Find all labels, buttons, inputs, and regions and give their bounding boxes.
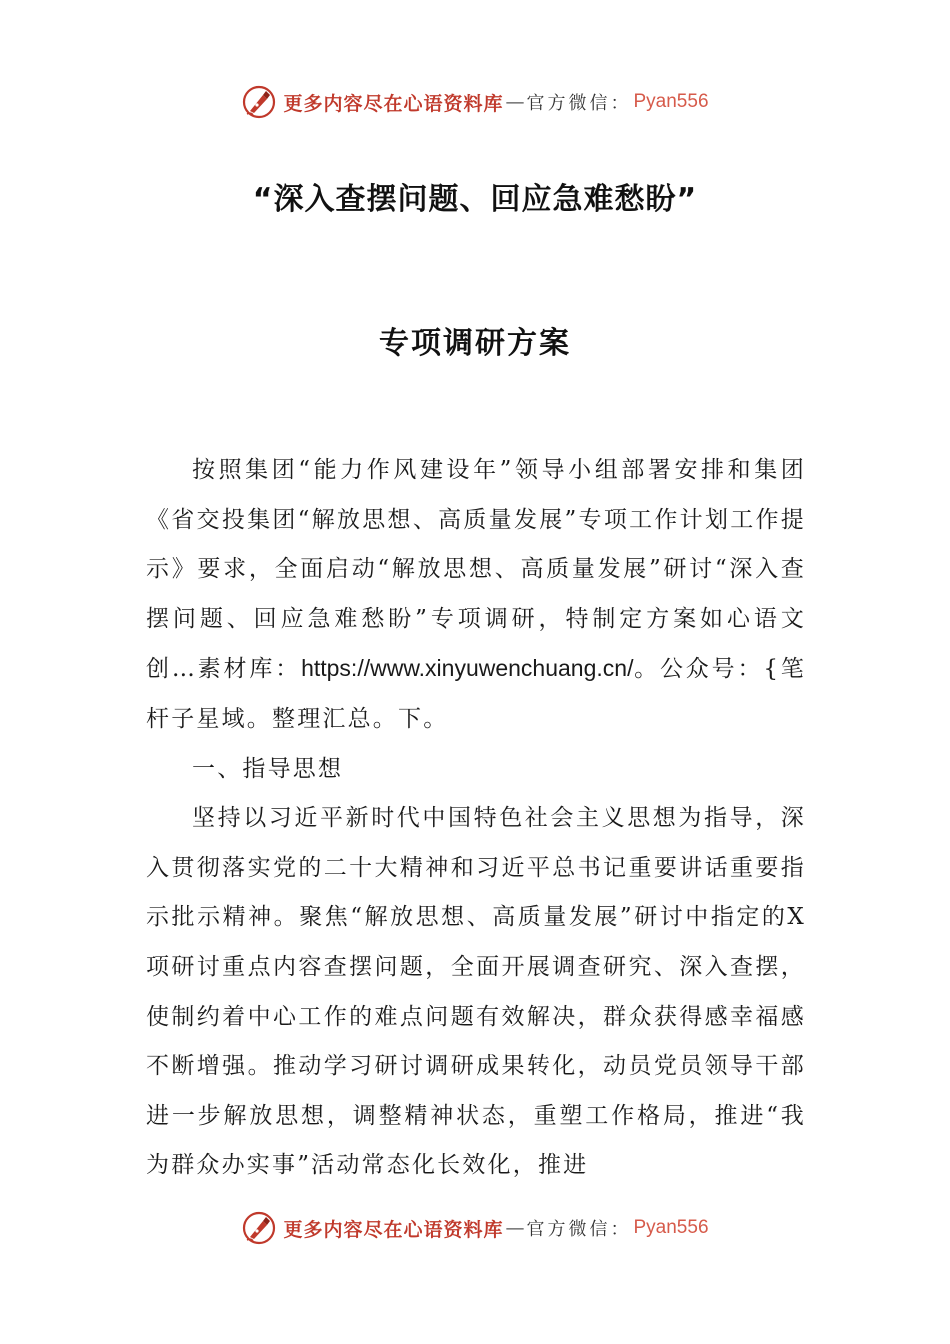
watermark-wechat-label: 官方微信：	[526, 1219, 632, 1240]
source-url-link[interactable]: https://www.xinyuwenchuang.cn/	[301, 655, 634, 682]
document-title-line2: 专项调研方案	[379, 326, 571, 361]
intro-text-a: 按照集团“能力作风建设年”领导小组部署安排和集团《省交投集团“解放思想、高质量发展”专项工作计划工作提示》要求，全面启动“解放思想、高质量发展”研讨“深入查摆问题、回应急难愁盼”专项调研，特制定方案如心语文创…素材库：	[146, 457, 806, 683]
pen-nib-logo-icon	[241, 84, 277, 120]
section-paragraph-guiding-ideology: 坚持以习近平新时代中国特色社会主义思想为指导，深入贯彻落实党的二十大精神和习近平总书记重要讲话重要指示批示精神。聚焦“解放思想、高质量发展”研讨中指定的X项研讨重点内容查摆问题，全面开展调查研究、深入查摆，使制约着中心工作的难点问题有效解决，群众获得感幸福感不断增强。推动学习研讨调研成果转化，动员党员领导干部进一步解放思想，调整精神状态，重塑工作格局，推进“我为群众办实事”活动常态化长效化，推进	[146, 805, 806, 1179]
watermark-dash: —	[505, 91, 525, 113]
header-watermark-banner	[0, 80, 950, 124]
watermark-brand-text: 更多内容尽在心语资料库	[283, 1218, 504, 1241]
footer-watermark-banner	[0, 1206, 950, 1250]
intro-paragraph	[146, 446, 806, 745]
document-title-line1: “深入查摆问题、回应急难愁盼”	[252, 182, 698, 217]
watermark-brand-text: 更多内容尽在心语资料库	[283, 92, 504, 115]
section-heading-guiding-ideology: 一、指导思想	[192, 755, 344, 782]
document-body	[146, 446, 806, 1191]
watermark-wechat-label: 官方微信：	[526, 93, 632, 114]
intro-text-b: 。公众号：{笔杆子星域。整理汇总。下。	[146, 656, 806, 732]
watermark-wechat-id: Pyan556	[633, 91, 709, 112]
watermark-wechat-id: Pyan556	[633, 1217, 709, 1238]
pen-nib-logo-icon	[241, 1210, 277, 1246]
watermark-dash: —	[505, 1217, 525, 1239]
